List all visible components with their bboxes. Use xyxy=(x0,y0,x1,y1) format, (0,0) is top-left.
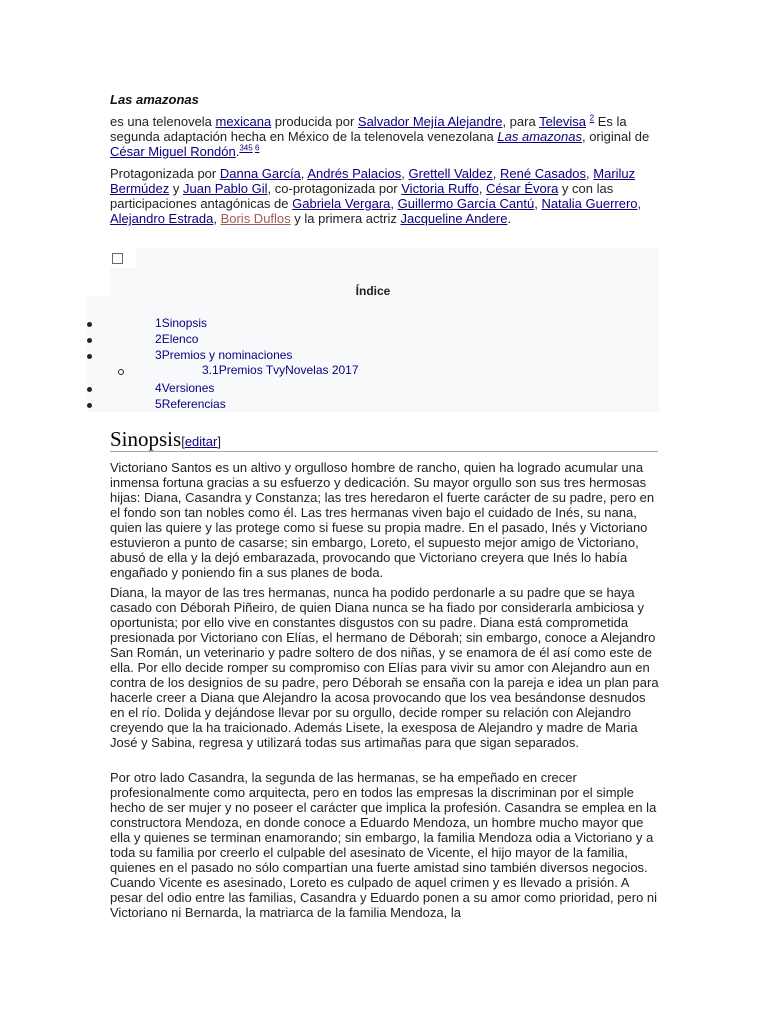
link-mariluz-bermudez[interactable]: Mariluz Bermúdez xyxy=(110,166,636,196)
toc-num: 3 xyxy=(155,348,162,362)
link-mexicana[interactable]: mexicana xyxy=(215,114,272,129)
edit-section xyxy=(181,434,221,449)
table-of-contents xyxy=(87,248,659,412)
toc-label: Premios TvyNovelas 2017 xyxy=(218,363,359,377)
link-juan-pablo-gil[interactable]: Juan Pablo Gil xyxy=(182,181,268,196)
bullet-icon xyxy=(87,338,92,343)
toc-label: Versiones xyxy=(161,381,215,395)
link-jacqueline-andere[interactable]: Jacqueline Andere xyxy=(400,211,508,226)
toc-item-premios[interactable] xyxy=(155,348,292,362)
ref-345[interactable]: 345 xyxy=(239,143,253,153)
toc-label: Premios y nominaciones xyxy=(161,348,293,362)
article-title: Las amazonas xyxy=(110,92,199,107)
sinopsis-paragraph-1: Victoriano Santos es un altivo y orgulloso hombre de rancho, quien ha logrado acumular una inmensa fortuna gracias a su esfuerzo y dedicación. Su mayor orgullo son sus tres hermosas hijas: Diana, Casandra y Constanza; las tres heredaron el fuerte carácter de su padre, pero en el fondo son tan nobles como él. Las tres hermanas viven bajo el cuidado de Inés, su nana, quien las quiere y las protege como si fuese su propia madre. En el pasado, Inés y Victoriano estuvieron a punto de casarse; sin embargo, Loreto, el supuesto mejor amigo de Victoriano, abusó de ella y la dejó embarazada, provocando que Victoriano creyera que Inés lo había engañado y poniendo fin a sus planes de boda. xyxy=(110,460,655,580)
link-cesar-miguel-rondon[interactable]: César Miguel Rondón xyxy=(110,144,236,159)
bullet-icon xyxy=(87,322,92,327)
circle-bullet-icon xyxy=(118,369,124,375)
link-gabriela-vergara[interactable]: Gabriela Vergara xyxy=(292,196,391,211)
ref-6[interactable]: 6 xyxy=(254,143,260,153)
link-cesar-evora[interactable]: César Évora xyxy=(486,181,559,196)
toc-item-versiones[interactable] xyxy=(155,381,214,395)
text: , original de xyxy=(581,129,650,144)
section-heading-sinopsis xyxy=(110,427,658,452)
bullet-icon xyxy=(87,354,92,359)
toc-label: Elenco xyxy=(161,332,199,346)
link-alejandro-estrada[interactable]: Alejandro Estrada xyxy=(110,211,214,226)
text: Es la segunda adaptación hecha en México de la telenovela venezolana xyxy=(110,114,627,144)
text: . xyxy=(507,211,512,226)
bullet-icon xyxy=(87,403,92,408)
bullet-icon xyxy=(87,387,92,392)
text: , co-protagonizada por xyxy=(267,181,402,196)
toc-item-sinopsis[interactable] xyxy=(155,316,207,330)
toc-num: 3.1 xyxy=(202,363,219,377)
toc-item-referencias[interactable] xyxy=(155,397,226,411)
toc-num: 1 xyxy=(155,316,162,330)
section-heading-text: Sinopsis xyxy=(110,427,182,451)
link-boris-duflos[interactable]: Boris Duflos xyxy=(220,211,291,226)
intro-paragraph: es una telenovela mexicana producida por Salvador Mejía Alejandre, para Televisa $^2$ Es la segunda adaptación hecha en México de la telenovela venezolana Las amazonas, original de César Miguel Rondón.$^{345 6}$ xyxy=(110,113,650,159)
text: producida por xyxy=(271,114,358,129)
text: es una telenovela xyxy=(110,114,216,129)
link-danna-garcia[interactable]: Danna García xyxy=(219,166,301,181)
link-televisa[interactable]: Televisa xyxy=(539,114,587,129)
text: , para xyxy=(502,114,540,129)
link-las-amazonas[interactable]: Las amazonas xyxy=(497,129,582,144)
toc-label: Sinopsis xyxy=(161,316,208,330)
sinopsis-paragraph-3: Por otro lado Casandra, la segunda de las hermanas, se ha empeñado en crecer profesionalmente como arquitecta, pero en todos las empresas la discriminan por el simple hecho de ser mujer y no poseer el carácter que implica la profesión. Casandra se emplea en la constructora Mendoza, en donde conoce a Eduardo Mendoza, un hombre mucho mayor que ella y quienes se terminan enamorando; sin embargo, la familia Mendoza odia a Victoriano y a toda su familia por creerlo el culpable del asesinato de Vicente, el hijo mayor de la familia, quienes en el pasado no sólo compartían una fuerte amistad sino también diversos negocios. Cuando Vicente es asesinado, Loreto es culpado de aquel crimen y es llevado a prisión. A pesar del odio entre las familias, Casandra y Eduardo ponen a su amor como prioridad, pero ni Victoriano ni Bernarda, la matriarca de la familia Mendoza, la xyxy=(110,770,658,920)
toc-label: Referencias xyxy=(161,397,226,411)
link-victoria-ruffo[interactable]: Victoria Ruffo xyxy=(401,181,479,196)
toc-num: 4 xyxy=(155,381,162,395)
bracket: [ xyxy=(181,434,185,449)
link-salvador-mejia[interactable]: Salvador Mejía Alejandre xyxy=(357,114,503,129)
toc-num: 2 xyxy=(155,332,162,346)
cast-paragraph: Protagonizada por Danna García, Andrés Palacios, Grettell Valdez, René Casados, Mariluz Bermúdez y Juan Pablo Gil, co-protagonizada por Victoria Ruffo, César Évora y con las participaciones antagónicas de Gabriela Vergara, Guillermo García Cantú, Natalia Guerrero, Alejandro Estrada, Boris Duflos y la primera actriz Jacqueline Andere. xyxy=(110,166,642,226)
text: , xyxy=(300,166,308,181)
toc-title: Índice xyxy=(355,284,391,298)
sinopsis-paragraph-2: Diana, la mayor de las tres hermanas, nunca ha podido perdonarle a su padre que se haya casado con Déborah Piñeiro, de quien Diana nunca se ha fiado por considerarla ambiciosa y oportunista; por ello vive en constantes disgustos con su padre. Diana está comprometida presionada por Victoriano con Elías, el hermano de Déborah; sin embargo, conoce a Alejandro San Román, un veterinario y padre soltero de dos niñas, y se enamora de él así como este de ella. Por ello decide romper su compromiso con Elías para vivir su amor con Alejandro aun en contra de los designios de su padre, pero Déborah se ensaña con la pareja e idea un plan para hacerle creer a Diana que Alejandro la acosa provocando que los vea besándonse desnudos en el río. Dolida y dejándose llevar por su orgullo, decide romper su relación con Alejandro creyendo que la ha traicionado. Además Lisete, la exesposa de Alejandro y madre de Maria José y Sabina, regresa y utilizará todas sus artimañas para que sigan separados. xyxy=(110,585,659,750)
toc-list xyxy=(87,248,659,412)
link-guillermo-garcia-cantu[interactable]: Guillermo García Cantú xyxy=(397,196,535,211)
bracket: ] xyxy=(217,434,221,449)
link-rene-casados[interactable]: René Casados xyxy=(500,166,587,181)
link-natalia-guerrero[interactable]: Natalia Guerrero xyxy=(541,196,638,211)
link-andres-palacios[interactable]: Andrés Palacios xyxy=(307,166,402,181)
link-grettell-valdez[interactable]: Grettell Valdez xyxy=(408,166,493,181)
toc-item-premios-tvynovelas[interactable] xyxy=(202,363,359,377)
edit-link[interactable]: editar xyxy=(184,434,218,449)
text: y xyxy=(169,181,183,196)
toc-num: 5 xyxy=(155,397,162,411)
text: Protagonizada por xyxy=(110,166,220,181)
text: y la primera actriz xyxy=(290,211,401,226)
ref-2[interactable]: 2 xyxy=(589,113,595,123)
toc-item-elenco[interactable] xyxy=(155,332,198,346)
text: y con las participaciones antagónicas de xyxy=(110,181,614,211)
